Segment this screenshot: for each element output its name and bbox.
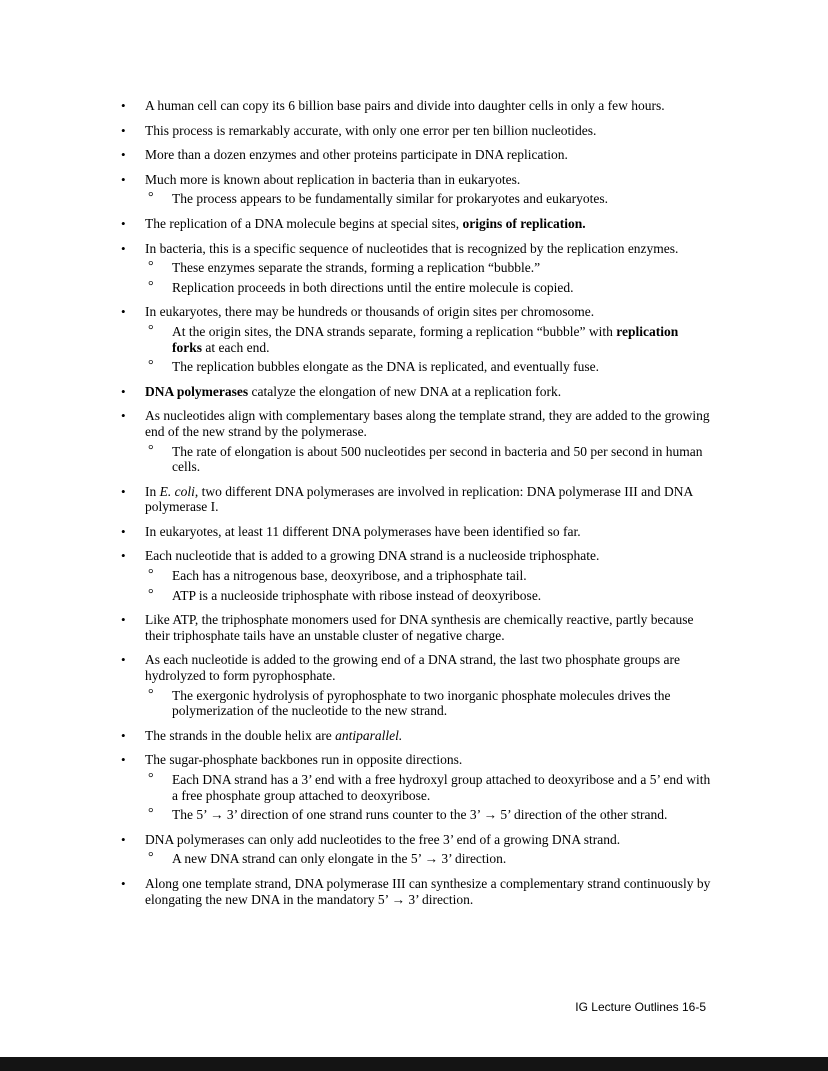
item-text: As each nucleotide is added to the growing end of a DNA strand, the last two phosphate groups are hydrolyzed to form pyrophosphate.: [145, 652, 680, 684]
bullet-item: [121, 524, 711, 540]
sub-bullet-item: [121, 191, 711, 207]
bullet-marker: •: [121, 98, 126, 113]
item-text: DNA polymerases catalyze the elongation of new DNA at a replication fork.: [145, 383, 562, 399]
item-text: Each nucleotide that is added to a growing DNA strand is a nucleoside triphosphate.: [145, 548, 600, 564]
item-text: In eukaryotes, at least 11 different DNA polymerases have been identified so far.: [145, 523, 581, 539]
sub-bullet-item: [121, 359, 711, 375]
item-text: Much more is known about replication in bacteria than in eukaryotes.: [145, 171, 521, 187]
item-text: These enzymes separate the strands, forming a replication “bubble.”: [172, 260, 541, 276]
bullet-marker: •: [121, 408, 126, 424]
bullet-item: [121, 98, 711, 114]
item-text: At the origin sites, the DNA strands separate, forming a replication “bubble” with replication forks at each end.: [172, 323, 679, 355]
bullet-item: [121, 728, 711, 744]
circle-marker: °: [148, 442, 154, 458]
outline-list: [121, 89, 711, 907]
item-text: The strands in the double helix are antiparallel.: [145, 727, 403, 743]
sub-bullet-item: [121, 851, 711, 867]
item-text: The 5’ → 3’ direction of one strand runs counter to the 3’ → 5’ direction of the other strand.: [172, 807, 668, 823]
bullet-marker: •: [121, 215, 126, 231]
bullet-marker: •: [121, 652, 126, 668]
item-text: As nucleotides align with complementary bases along the template strand, they are added to the growing end of the new strand by the polymerase.: [145, 408, 710, 439]
item-text: The replication bubbles elongate as the DNA is replicated, and eventually fuse.: [172, 359, 599, 375]
bullet-item: [121, 832, 711, 848]
bullet-marker: •: [121, 831, 126, 847]
bullet-item: [121, 241, 711, 257]
item-text: The rate of elongation is about 500 nucleotides per second in bacteria and 50 per second in human cells.: [172, 443, 703, 475]
bullet-marker: •: [121, 523, 126, 539]
item-text: Each DNA strand has a 3’ end with a free hydroxyl group attached to deoxyribose and a 5’ end with a free phosphate group attached to deoxyribose.: [172, 772, 711, 803]
circle-marker: °: [148, 806, 154, 822]
circle-marker: °: [148, 586, 154, 602]
item-text: The process appears to be fundamentally similar for prokaryotes and eukaryotes.: [172, 191, 608, 207]
item-text: The exergonic hydrolysis of pyrophosphate to two inorganic phosphate molecules drives the polymerization of the nucleotide to the new strand.: [172, 687, 671, 719]
bottom-edge-bar: [0, 1057, 828, 1071]
item-text: The sugar-phosphate backbones run in opposite directions.: [145, 752, 463, 768]
sub-bullet-item: [121, 444, 711, 475]
sub-bullet-item: [121, 807, 711, 823]
bullet-item: [121, 147, 711, 163]
bullet-marker: •: [121, 548, 126, 564]
bullet-marker: •: [121, 304, 126, 320]
bullet-marker: •: [121, 171, 126, 187]
item-text: This process is remarkably accurate, with only one error per ten billion nucleotides.: [145, 122, 597, 138]
item-text: Like ATP, the triphosphate monomers used for DNA synthesis are chemically reactive, partly because their triphosphate tails have an unstable cluster of negative charge.: [145, 612, 694, 643]
item-text: In E. coli, two different DNA polymerases are involved in replication: DNA polymerase III and DNA polymerase I.: [145, 483, 693, 515]
circle-marker: °: [148, 686, 154, 702]
bullet-item: [121, 752, 711, 768]
circle-marker: °: [148, 322, 154, 338]
bullet-item: [121, 172, 711, 188]
sub-bullet-item: [121, 260, 711, 276]
sub-bullet-item: [121, 772, 711, 803]
item-text: In bacteria, this is a specific sequence of nucleotides that is recognized by the replication enzymes.: [145, 240, 679, 256]
bullet-item: [121, 408, 711, 439]
bullet-marker: •: [121, 147, 126, 163]
item-text: The replication of a DNA molecule begins at special sites, origins of replication.: [145, 215, 586, 231]
bullet-item: [121, 384, 711, 400]
item-text: A human cell can copy its 6 billion base pairs and divide into daughter cells in only a few hours.: [145, 98, 665, 113]
bullet-item: [121, 548, 711, 564]
circle-marker: °: [148, 850, 154, 866]
circle-marker: °: [148, 259, 154, 275]
sub-bullet-item: [121, 568, 711, 584]
item-text: In eukaryotes, there may be hundreds or thousands of origin sites per chromosome.: [145, 304, 595, 320]
bullet-item: [121, 304, 711, 320]
bullet-item: [121, 876, 711, 907]
item-text: Along one template strand, DNA polymerase III can synthesize a complementary strand continuously by elongating the new DNA in the mandatory 5’ → 3’ direction.: [145, 875, 711, 907]
bullet-marker: •: [121, 240, 126, 256]
sub-bullet-item: [121, 688, 711, 719]
bullet-marker: •: [121, 483, 126, 499]
circle-marker: °: [148, 190, 154, 206]
circle-marker: °: [148, 358, 154, 374]
circle-marker: °: [148, 771, 154, 786]
circle-marker: °: [148, 567, 154, 583]
bullet-marker: •: [121, 875, 126, 891]
bullet-marker: •: [121, 612, 126, 628]
item-text: More than a dozen enzymes and other proteins participate in DNA replication.: [145, 147, 568, 163]
item-text: ATP is a nucleoside triphosphate with ribose instead of deoxyribose.: [172, 587, 542, 603]
bullet-item: [121, 123, 711, 139]
bullet-marker: •: [121, 727, 126, 743]
bullet-item: [121, 216, 711, 232]
bullet-item: [121, 484, 711, 515]
bullet-marker: •: [121, 752, 126, 768]
sub-bullet-item: [121, 588, 711, 604]
sub-bullet-item: [121, 324, 711, 355]
bullet-marker: •: [121, 383, 126, 399]
sub-bullet-item: [121, 280, 711, 296]
item-text: DNA polymerases can only add nucleotides to the free 3’ end of a growing DNA strand.: [145, 831, 621, 847]
item-text: A new DNA strand can only elongate in the 5’ → 3’ direction.: [172, 851, 507, 867]
item-text: Each has a nitrogenous base, deoxyribose, and a triphosphate tail.: [172, 568, 527, 584]
circle-marker: °: [148, 278, 154, 294]
item-text: Replication proceeds in both directions until the entire molecule is copied.: [172, 279, 574, 295]
bullet-item: [121, 612, 711, 643]
bullet-marker: •: [121, 122, 126, 138]
page-footer: IG Lecture Outlines 16-5: [575, 1000, 706, 1014]
bullet-item: [121, 652, 711, 683]
